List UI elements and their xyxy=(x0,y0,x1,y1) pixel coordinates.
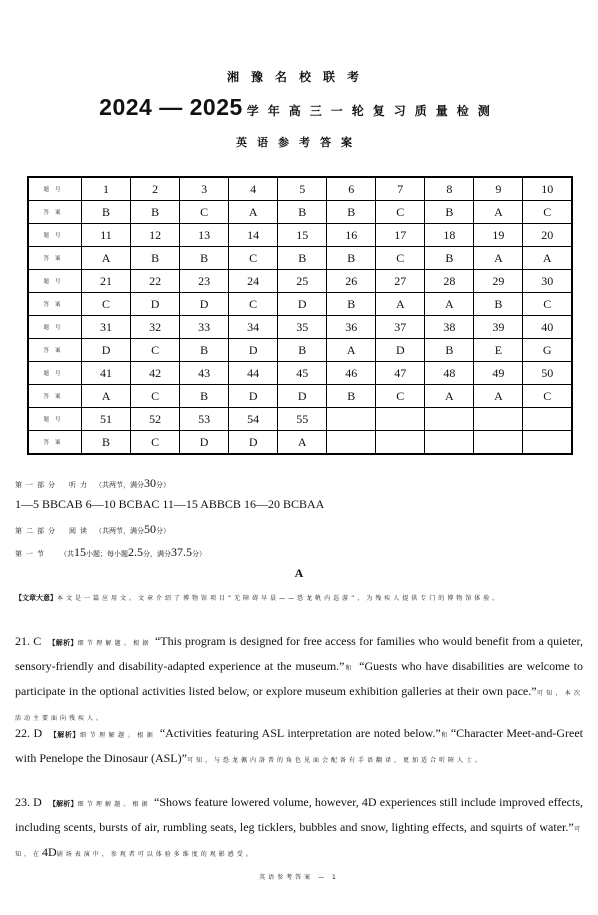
question-number-cell: 39 xyxy=(474,316,523,339)
part2-name: 阅读 xyxy=(69,527,91,535)
answer-cell: C xyxy=(523,385,572,408)
question-number-cell: 13 xyxy=(180,224,229,247)
answer-cell: B xyxy=(131,201,180,224)
answer-cell: D xyxy=(229,431,278,455)
question-number-cell: 14 xyxy=(229,224,278,247)
explanation-23 xyxy=(15,791,583,866)
answer-cell: B xyxy=(278,201,327,224)
answer-cell: A xyxy=(425,293,474,316)
question-number-cell xyxy=(327,408,376,431)
question-number-cell xyxy=(523,408,572,431)
part2-heading xyxy=(15,520,170,538)
answer-cell: D xyxy=(229,385,278,408)
evidence-quote: “Character Meet-and-Greet with Penelope the Dinosaur (ASL)” xyxy=(15,726,583,765)
answer-cell: A xyxy=(523,247,572,270)
question-number-cell: 4 xyxy=(229,177,278,201)
question-number-cell: 2 xyxy=(131,177,180,201)
section1-mid: 小题；每小题 xyxy=(86,550,128,558)
conclusion: 可知，本次活动主要面向残疾人。 xyxy=(15,690,583,722)
row-label-answer: 答案 xyxy=(28,385,82,408)
answer-cell: D xyxy=(82,339,131,362)
part2-label: 第二部分 xyxy=(15,527,59,535)
answer-cell: G xyxy=(523,339,572,362)
answer-cell: B xyxy=(82,201,131,224)
answer-cell: A xyxy=(229,201,278,224)
evidence-quote: “Guests who have disabilities are welcome to participate in the optional activities listed below, or explore museum exhibition galleries at their own pace.” xyxy=(15,659,584,698)
question-number-cell: 53 xyxy=(180,408,229,431)
answer-cell: C xyxy=(131,339,180,362)
question-number-cell: 16 xyxy=(327,224,376,247)
question-number-row xyxy=(28,224,572,247)
row-label-answer: 答案 xyxy=(28,201,82,224)
question-number-cell: 11 xyxy=(82,224,131,247)
question-number-cell: 29 xyxy=(474,270,523,293)
section1-post: 分） xyxy=(192,550,206,558)
answer-cell xyxy=(425,431,474,455)
answer-cell: A xyxy=(376,293,425,316)
part1-score: 30 xyxy=(144,476,156,490)
answer-cell: C xyxy=(376,247,425,270)
question-number-cell: 32 xyxy=(131,316,180,339)
part1-name: 听力 xyxy=(69,481,91,489)
answer-cell: A xyxy=(82,385,131,408)
question-number-cell: 5 xyxy=(278,177,327,201)
conclusion-4d: 4D xyxy=(42,845,57,859)
answer-cell xyxy=(327,431,376,455)
conjunction: 和 xyxy=(344,665,356,672)
question-number-cell: 9 xyxy=(474,177,523,201)
row-label-answer: 答案 xyxy=(28,293,82,316)
passage-title: A xyxy=(294,566,304,580)
question-number-cell: 6 xyxy=(327,177,376,201)
question-number-cell: 51 xyxy=(82,408,131,431)
answer-cell: A xyxy=(474,247,523,270)
answer-cell: B xyxy=(278,247,327,270)
question-number: 23. D xyxy=(15,795,42,809)
section1-label: 第一节 xyxy=(15,550,48,558)
question-number-cell: 50 xyxy=(523,362,572,385)
answer-cell: D xyxy=(229,339,278,362)
conclusion: 可知，与恐龙佩内洛普的角色见面会配备有手语翻译，更加适合听障人士。 xyxy=(186,757,484,764)
answer-row xyxy=(28,293,572,316)
question-number-cell: 23 xyxy=(180,270,229,293)
part1-label: 第一部分 xyxy=(15,481,59,489)
question-number-cell: 41 xyxy=(82,362,131,385)
part1-note-pre: （共两节，满分 xyxy=(95,481,144,489)
answer-cell: C xyxy=(229,293,278,316)
question-number-cell: 49 xyxy=(474,362,523,385)
answer-cell: B xyxy=(327,247,376,270)
question-number-cell: 31 xyxy=(82,316,131,339)
row-label-answer: 答案 xyxy=(28,339,82,362)
question-number-cell: 55 xyxy=(278,408,327,431)
section1-pre: （共 xyxy=(60,550,74,558)
answer-key-table xyxy=(27,176,573,455)
section1-each-score: 2.5 xyxy=(128,545,143,559)
question-number-cell: 47 xyxy=(376,362,425,385)
question-number-cell: 26 xyxy=(327,270,376,293)
explanation-22 xyxy=(15,722,583,772)
answer-cell: A xyxy=(82,247,131,270)
answer-row xyxy=(28,385,572,408)
question-number-cell: 7 xyxy=(376,177,425,201)
answer-cell: D xyxy=(180,293,229,316)
question-number: 21. C xyxy=(15,634,42,648)
footer-text: 英语参考答案 — 1 xyxy=(259,874,339,881)
answer-cell: C xyxy=(376,201,425,224)
question-number-cell xyxy=(425,408,474,431)
summary-text: 本文是一篇应用文。文章介绍了博物馆项目“无障碍早晨——恐龙帆内巡游”，为残疾人提供专门的博物馆体验。 xyxy=(57,595,502,602)
answer-cell: D xyxy=(131,293,180,316)
answer-cell: B xyxy=(180,247,229,270)
question-type: 细节理解题。根据 xyxy=(79,732,157,739)
answer-row xyxy=(28,431,572,455)
exam-year: 2024 — 2025 xyxy=(99,94,243,120)
question-type: 细节理解题。根据 xyxy=(77,801,151,808)
question-number-cell: 46 xyxy=(327,362,376,385)
question-number-cell: 37 xyxy=(376,316,425,339)
question-number-cell: 42 xyxy=(131,362,180,385)
question-number-cell: 22 xyxy=(131,270,180,293)
summary-tag: 【文章大意】 xyxy=(15,594,57,602)
question-number-cell: 18 xyxy=(425,224,474,247)
question-number-cell: 1 xyxy=(82,177,131,201)
part2-note-post: 分） xyxy=(156,527,170,535)
row-label-question: 题号 xyxy=(28,316,82,339)
conclusion-pre: 可知，在 xyxy=(15,826,583,858)
question-number-cell: 10 xyxy=(523,177,572,201)
row-label-question: 题号 xyxy=(28,177,82,201)
exam-title xyxy=(0,94,598,121)
answer-cell xyxy=(474,431,523,455)
question-number-cell: 27 xyxy=(376,270,425,293)
question-number-cell: 52 xyxy=(131,408,180,431)
analysis-tag: 【解析】 xyxy=(49,731,80,739)
question-number-row xyxy=(28,177,572,201)
question-number-cell: 19 xyxy=(474,224,523,247)
question-number-cell: 40 xyxy=(523,316,572,339)
answer-cell: C xyxy=(523,201,572,224)
row-label-answer: 答案 xyxy=(28,431,82,455)
question-number-cell: 44 xyxy=(229,362,278,385)
exam-title-text: 学年高三一轮复习质量检测 xyxy=(246,104,499,118)
answer-cell: C xyxy=(229,247,278,270)
question-number-cell: 12 xyxy=(131,224,180,247)
answer-cell: B xyxy=(474,293,523,316)
answer-row xyxy=(28,201,572,224)
answer-cell: B xyxy=(327,385,376,408)
question-number-cell: 15 xyxy=(278,224,327,247)
part2-score: 50 xyxy=(144,522,156,536)
answer-cell: B xyxy=(425,201,474,224)
answer-cell: C xyxy=(180,201,229,224)
answer-cell: C xyxy=(82,293,131,316)
evidence-quote: “Shows feature lowered volume, however, 4D experiences still include improved effects, including scents, bursts of air, rumbling seats, leg ticklers, bubbles and snow, lighting effects, and squirts of water.” xyxy=(15,795,584,834)
conjunction: 和 xyxy=(440,732,451,739)
question-number-cell: 35 xyxy=(278,316,327,339)
answer-cell: A xyxy=(425,385,474,408)
question-number-cell: 8 xyxy=(425,177,474,201)
page-footer xyxy=(0,868,598,883)
row-label-question: 题号 xyxy=(28,362,82,385)
passage-summary xyxy=(15,586,583,609)
question-number-cell: 21 xyxy=(82,270,131,293)
row-label-question: 题号 xyxy=(28,224,82,247)
question-number-cell: 24 xyxy=(229,270,278,293)
answer-cell: A xyxy=(278,431,327,455)
document-subtitle: 英语参考答案 xyxy=(236,136,362,149)
question-number-cell: 28 xyxy=(425,270,474,293)
analysis-tag: 【解析】 xyxy=(48,800,78,808)
answer-row xyxy=(28,339,572,362)
answer-cell: D xyxy=(278,293,327,316)
section1-heading xyxy=(15,543,206,561)
question-number-cell xyxy=(376,408,425,431)
answer-cell: C xyxy=(131,385,180,408)
evidence-quote: “This program is designed for free access for families who would benefit from a quieter, sensory-friendly and disability-adapted experience at the museum.” xyxy=(15,634,584,673)
question-number-cell: 36 xyxy=(327,316,376,339)
answer-cell: D xyxy=(376,339,425,362)
answer-cell xyxy=(523,431,572,455)
question-number-cell: 48 xyxy=(425,362,474,385)
answer-cell: C xyxy=(376,385,425,408)
question-number-cell: 38 xyxy=(425,316,474,339)
answer-cell: A xyxy=(474,201,523,224)
question-number-cell: 45 xyxy=(278,362,327,385)
row-label-answer: 答案 xyxy=(28,247,82,270)
answer-row xyxy=(28,247,572,270)
question-number-cell: 3 xyxy=(180,177,229,201)
answer-cell: B xyxy=(278,339,327,362)
part1-note-post: 分） xyxy=(156,481,170,489)
question-type: 细节理解题。根据 xyxy=(77,640,152,647)
question-number-cell: 34 xyxy=(229,316,278,339)
question-number-cell: 17 xyxy=(376,224,425,247)
question-number-cell: 43 xyxy=(180,362,229,385)
answer-cell: B xyxy=(425,339,474,362)
answer-cell: D xyxy=(278,385,327,408)
analysis-tag: 【解析】 xyxy=(48,639,78,647)
section1-total: 37.5 xyxy=(171,545,192,559)
question-number: 22. D xyxy=(15,726,43,740)
question-number-cell: 20 xyxy=(523,224,572,247)
answer-cell: D xyxy=(180,431,229,455)
answer-cell: B xyxy=(131,247,180,270)
conclusion-post: 剧场表演中，参观者可以体验多维度的观影感受。 xyxy=(56,851,255,858)
question-number-cell: 25 xyxy=(278,270,327,293)
listening-answers: 1—5 BBCAB 6—10 BCBAC 11—15 ABBCB 16—20 BCBAA xyxy=(15,497,325,511)
section1-mid2: 分，满分 xyxy=(143,550,171,558)
answer-cell: A xyxy=(327,339,376,362)
answer-cell: B xyxy=(327,201,376,224)
answer-cell: C xyxy=(131,431,180,455)
row-label-question: 题号 xyxy=(28,408,82,431)
answer-cell: B xyxy=(180,385,229,408)
answer-cell: B xyxy=(82,431,131,455)
answer-cell: B xyxy=(425,247,474,270)
answer-cell xyxy=(376,431,425,455)
question-number-cell xyxy=(474,408,523,431)
part1-heading xyxy=(15,474,170,492)
evidence-quote: “Activities featuring ASL interpretation are noted below.” xyxy=(159,726,441,740)
answer-cell: A xyxy=(474,385,523,408)
answer-cell: E xyxy=(474,339,523,362)
answer-cell: B xyxy=(180,339,229,362)
part2-note-pre: （共两节，满分 xyxy=(95,527,144,535)
question-number-row xyxy=(28,270,572,293)
exam-org-title: 湘豫名校联考 xyxy=(226,70,371,84)
question-number-row xyxy=(28,408,572,431)
section1-count: 15 xyxy=(74,545,86,559)
explanation-21 xyxy=(15,630,583,730)
answer-cell: B xyxy=(327,293,376,316)
question-number-row xyxy=(28,316,572,339)
row-label-question: 题号 xyxy=(28,270,82,293)
question-number-cell: 33 xyxy=(180,316,229,339)
question-number-cell: 30 xyxy=(523,270,572,293)
answer-cell: C xyxy=(523,293,572,316)
question-number-row xyxy=(28,362,572,385)
question-number-cell: 54 xyxy=(229,408,278,431)
